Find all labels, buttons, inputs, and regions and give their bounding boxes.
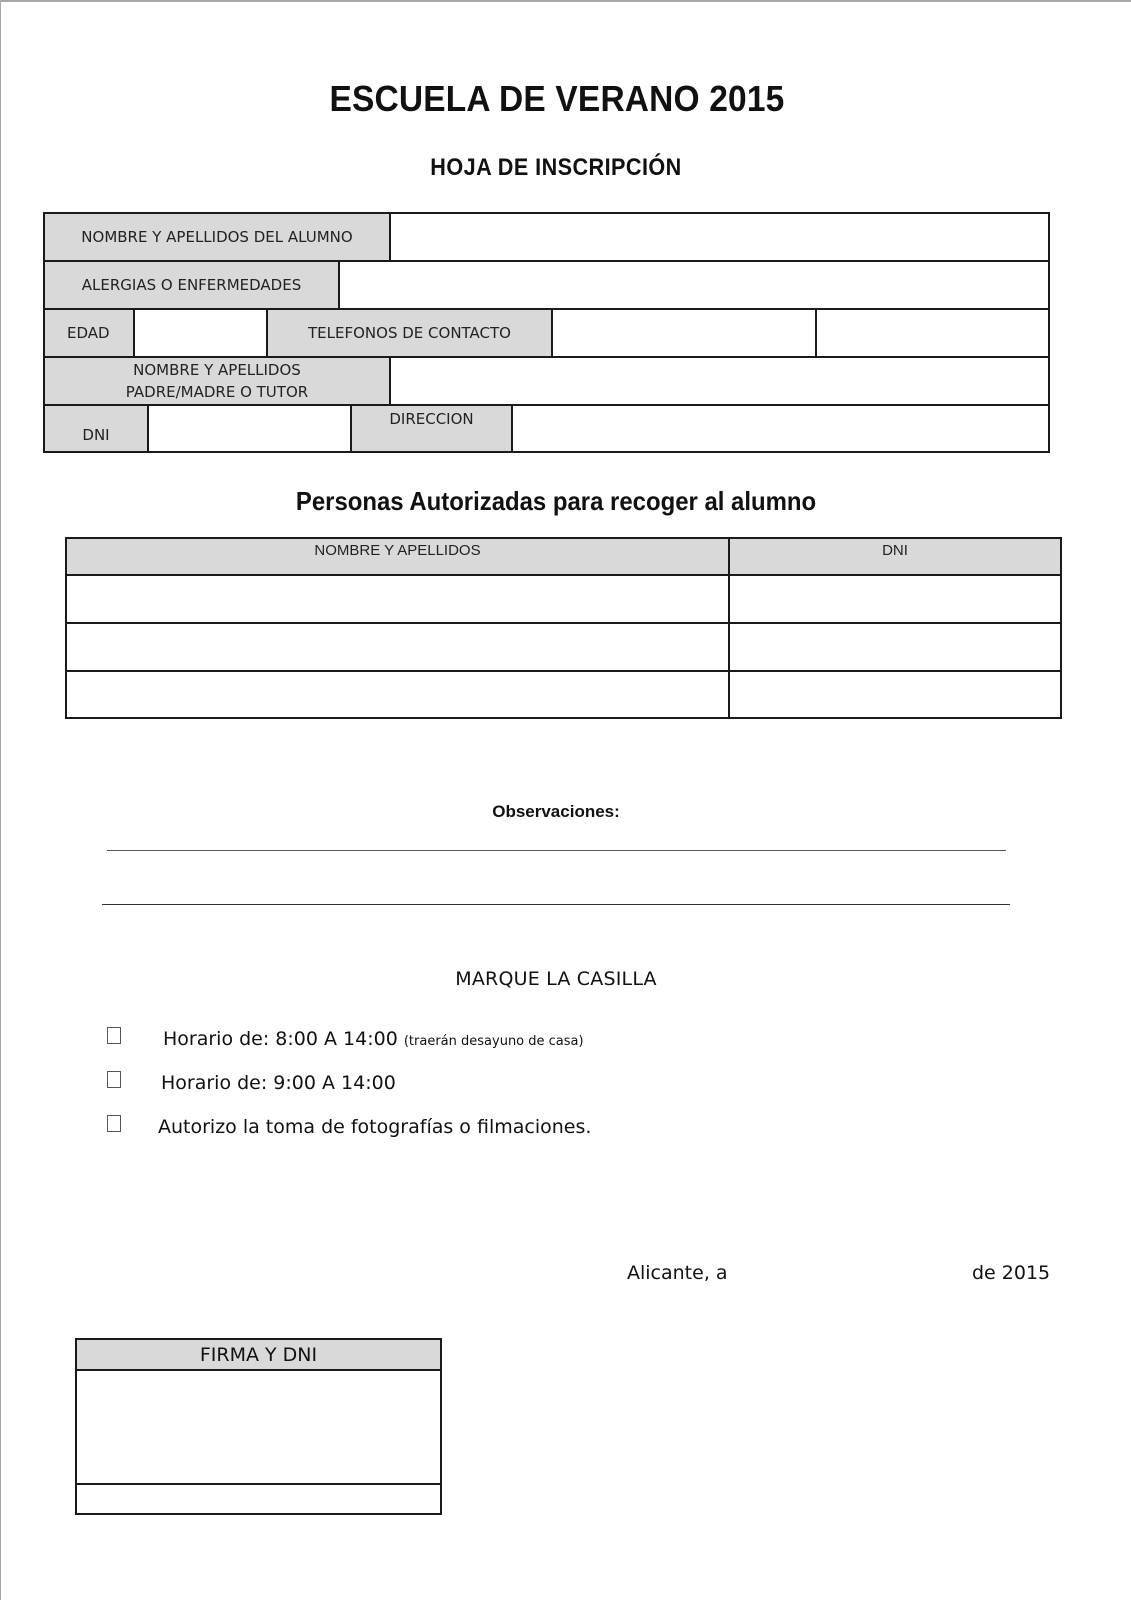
column-header-name: NOMBRE Y APELLIDOS <box>65 537 730 576</box>
signature-field[interactable] <box>75 1369 442 1485</box>
signature-heading: FIRMA Y DNI <box>75 1338 442 1371</box>
authorized-dni-field-2[interactable] <box>728 622 1062 672</box>
phone-1-field[interactable] <box>551 308 817 358</box>
address-label: DIRECCION <box>350 404 513 453</box>
checkbox-photo-authorization[interactable] <box>107 1115 121 1132</box>
student-name-field[interactable] <box>389 212 1050 262</box>
dni-field[interactable] <box>147 404 352 453</box>
signature-dni-field[interactable] <box>75 1483 442 1515</box>
age-label: EDAD <box>43 308 135 358</box>
phones-label: TELEFONOS DE CONTACTO <box>266 308 553 358</box>
checkbox-schedule-8-14[interactable] <box>107 1027 121 1044</box>
dni-label: DNI <box>43 404 149 453</box>
guardian-label-line-1: NOMBRE Y APELLIDOS <box>133 361 301 379</box>
date-place-prefix: Alicante, a <box>627 1262 728 1284</box>
checkbox-schedule-9-14[interactable] <box>107 1071 121 1088</box>
allergies-label: ALERGIAS O ENFERMEDADES <box>43 260 340 310</box>
options-heading: MARQUE LA CASILLA <box>455 968 657 990</box>
page-subtitle: HOJA DE INSCRIPCIÓN <box>430 154 682 181</box>
observations-line-1[interactable] <box>107 850 1006 851</box>
date-year-suffix: de 2015 <box>972 1262 1051 1284</box>
option-schedule-8-14 <box>163 1028 584 1050</box>
page-title: ESCUELA DE VERANO 2015 <box>329 78 785 119</box>
option-schedule-8-14-note: (traerán desayuno de casa) <box>403 1034 584 1049</box>
authorized-name-field-3[interactable] <box>65 670 730 719</box>
phone-2-field[interactable] <box>815 308 1050 358</box>
authorized-persons-title: Personas Autorizadas para recoger al alumno <box>295 486 817 516</box>
guardian-label-line-2: PADRE/MADRE O TUTOR <box>125 383 309 401</box>
column-header-dni: DNI <box>728 537 1062 576</box>
option-photo-authorization: Autorizo la toma de fotografías o filmaciones. <box>158 1116 592 1138</box>
authorized-name-field-1[interactable] <box>65 574 730 624</box>
student-name-label: NOMBRE Y APELLIDOS DEL ALUMNO <box>43 212 391 262</box>
allergies-field[interactable] <box>338 260 1050 310</box>
option-schedule-9-14: Horario de: 9:00 A 14:00 <box>161 1072 396 1094</box>
address-field[interactable] <box>511 404 1050 453</box>
authorized-name-field-2[interactable] <box>65 622 730 672</box>
authorized-dni-field-1[interactable] <box>728 574 1062 624</box>
observations-label: Observaciones: <box>492 802 620 821</box>
option-schedule-8-14-label: Horario de: 8:00 A 14:00 <box>163 1028 398 1050</box>
observations-line-2[interactable] <box>102 904 1010 905</box>
authorized-dni-field-3[interactable] <box>728 670 1062 719</box>
guardian-label <box>43 356 391 406</box>
guardian-name-field[interactable] <box>389 356 1050 406</box>
age-field[interactable] <box>133 308 268 358</box>
